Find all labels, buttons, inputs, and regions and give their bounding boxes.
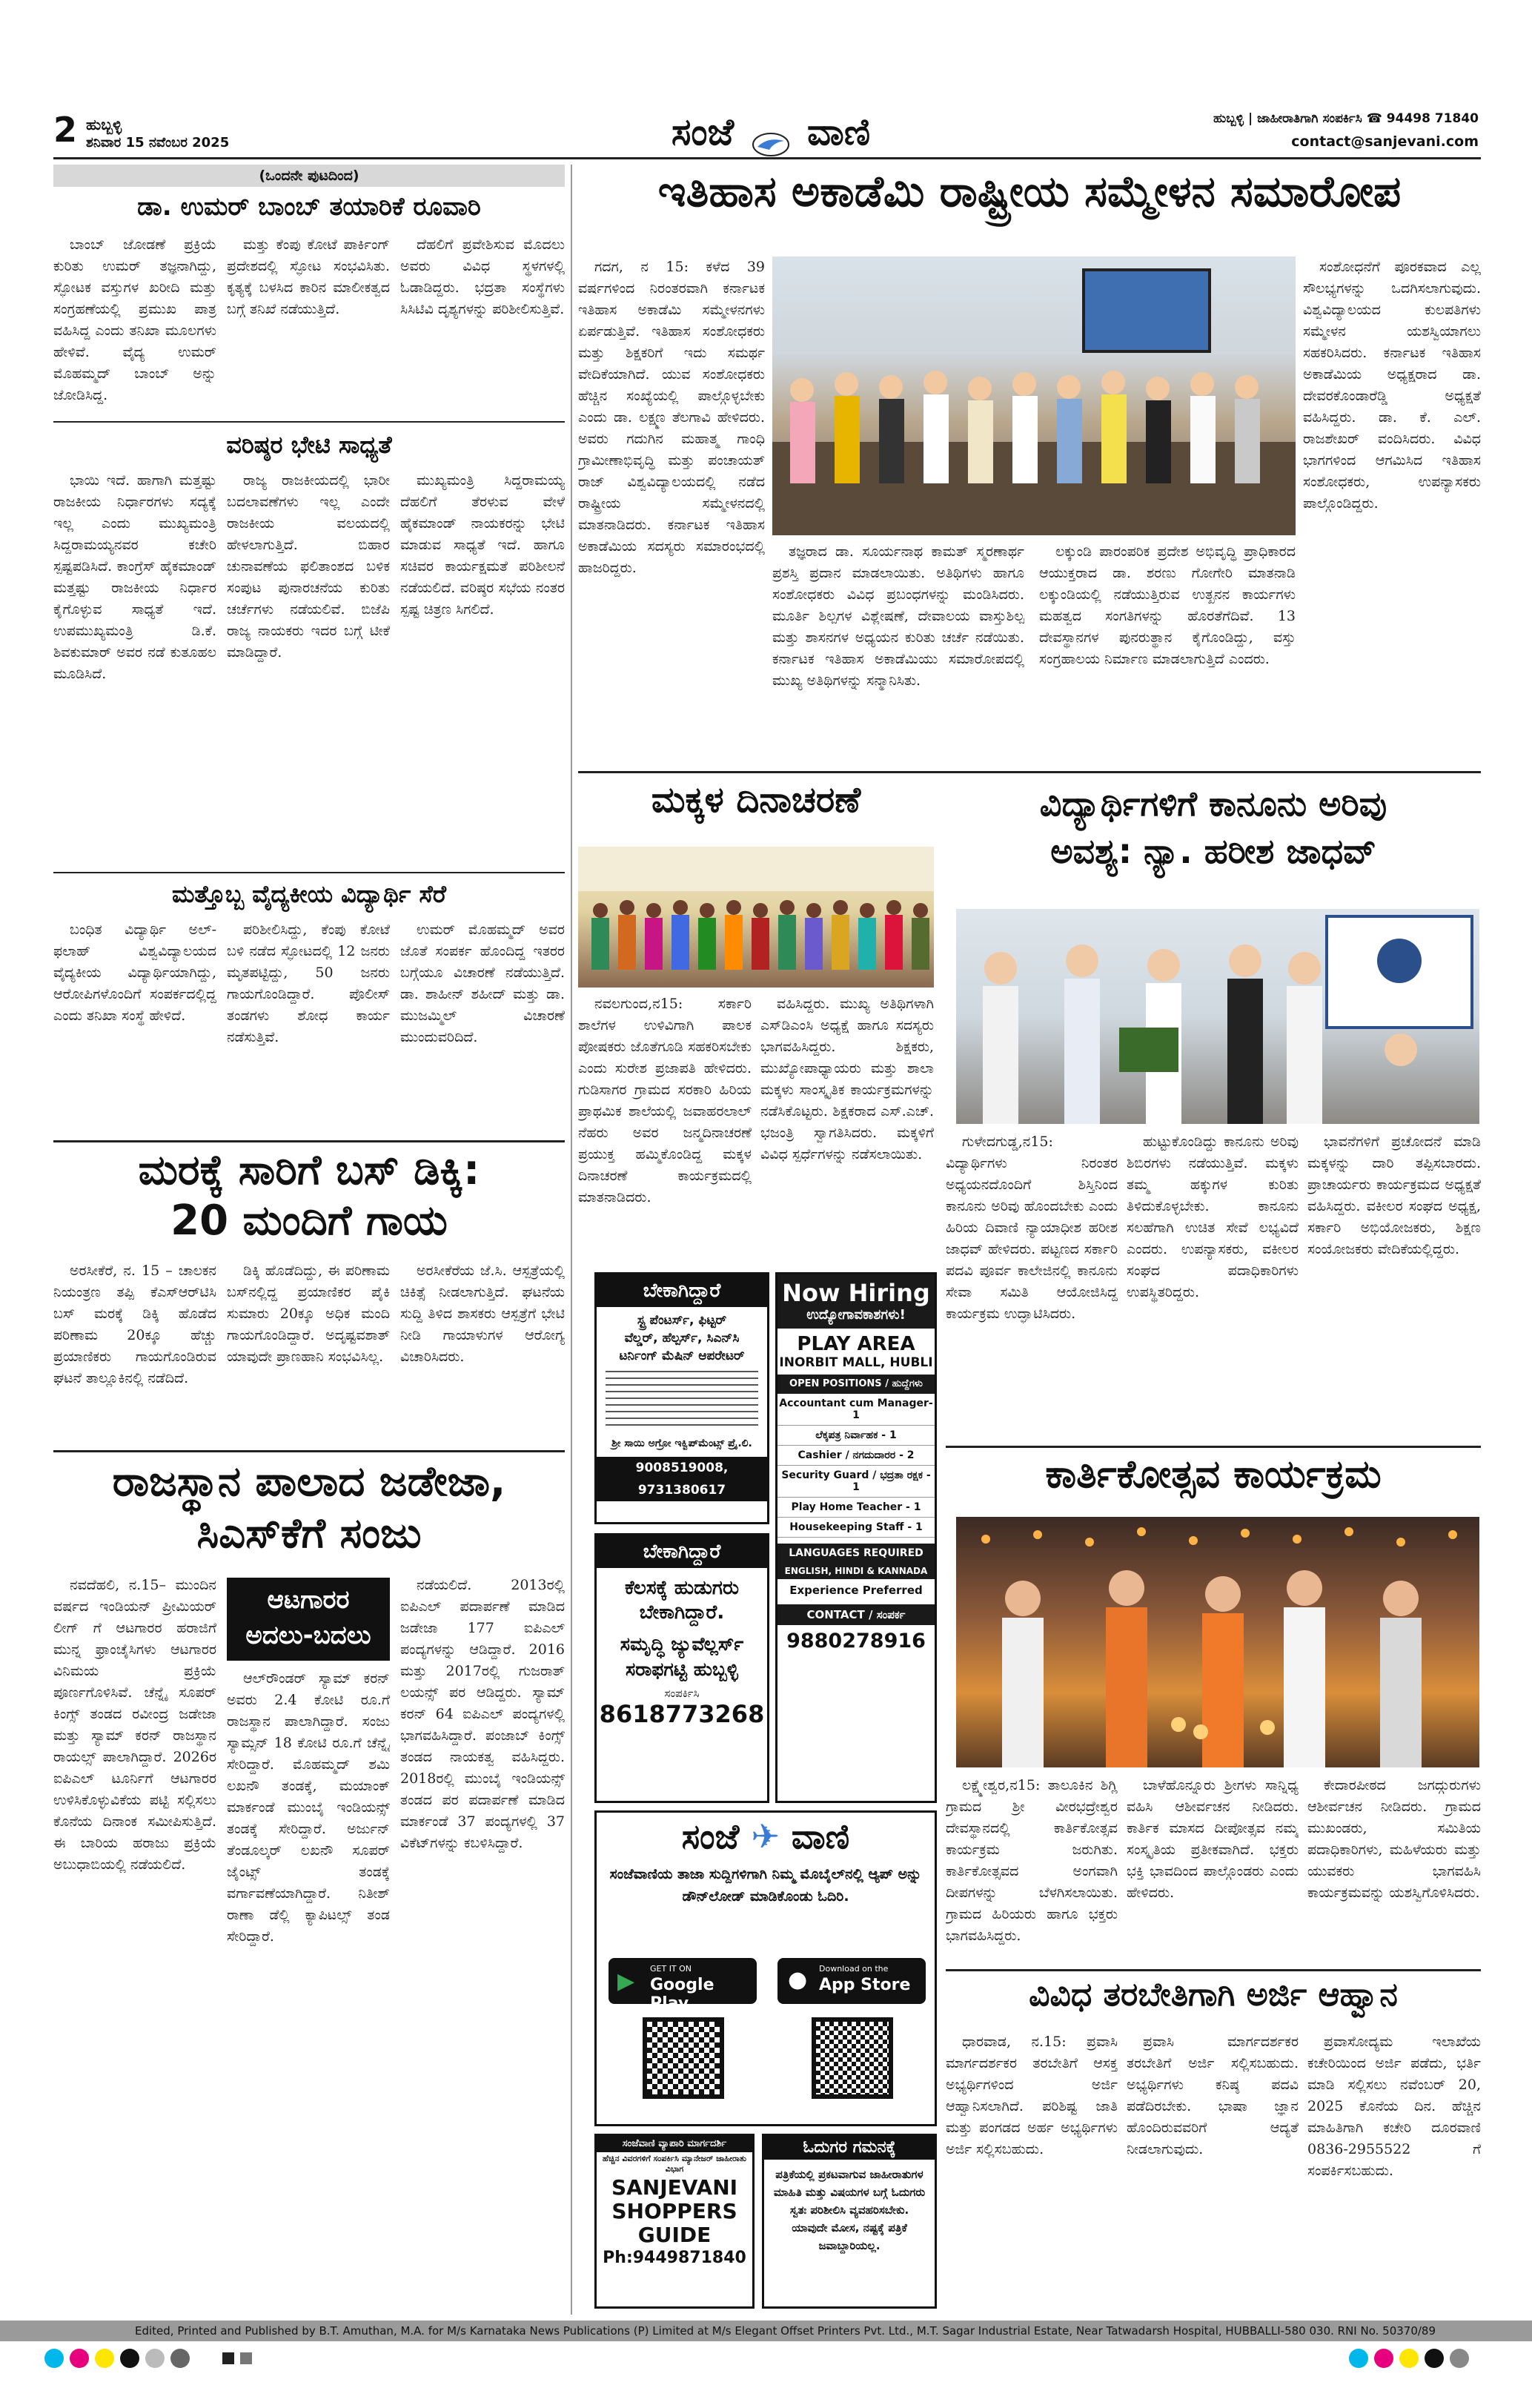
color-swatch <box>1450 2349 1469 2368</box>
wanted-ad-2-company: ಸಮೃದ್ಧಿ ಜ್ಯುವೆಲ್ಲರ್ಸ್ <box>620 1633 744 1655</box>
hiring-position: Accountant cum Manager-1 <box>777 1394 935 1426</box>
masthead-logo <box>615 110 926 154</box>
wanted-ad-1-line: ವೆಲ್ಡರ್, ಹೆಲ್ಪರ್ಸ್, ಸಿಎನ್‌ಸಿ <box>624 1331 740 1346</box>
reg-square <box>222 2352 234 2364</box>
story4-headline-line1: ಮರಕ್ಕೆ ಸಾರಿಗೆ ಬಸ್ ಡಿಕ್ಕಿ: <box>138 1146 480 1194</box>
google-play-badge[interactable] <box>609 1958 757 2013</box>
r-story3-col2-text: ಹುಟ್ಟುಕೊಂಡಿದ್ದು ಕಾನೂನು ಅರಿವು ಶಿಬಿರಗಳು ನಡೆಯುತ್ತಿವೆ. ಮಕ್ಕಳು ತಮ್ಮ ಹಕ್ಕುಗಳ ಕುರಿತು ತಿಳಿದುಕೊಳ್ಳಬೇಕು. ಕಾನೂನು ಸಲಹೆಗಾಗಿ ಉಚಿತ ಸೇವೆ ಲಭ್ಯವಿದೆ ಎಂದರು. ಉಪನ್ಯಾಸಕರು, ವಕೀಲರ ಸಂಘದ ಪದಾಧಿಕಾರಿಗಳು ಉಪಸ್ಥಿತರಿದ್ದರು. <box>1127 1134 1299 1300</box>
r-story4-col3 <box>1307 1775 1481 1990</box>
r-story2-col1 <box>578 993 752 1260</box>
ad-contact-phone: 94498 71840 <box>1386 111 1479 126</box>
story5-headline-line1: ರಾಜಸ್ಥಾನ ಪಾಲಾದ ಜಡೇಜಾ, <box>112 1458 506 1506</box>
hiring-title: Now Hiring <box>777 1274 935 1307</box>
r-story4-col3-text: ಕೇದಾರಪೀಠದ ಜಗದ್ಗುರುಗಳು ಆಶೀರ್ವಚನ ನೀಡಿದರು. ಗ್ರಾಮದ ಮುಖಂಡರು, ಸಮಿತಿಯ ಪದಾಧಿಕಾರಿಗಳು, ಮಹಿಳೆಯರು ಮತ್ತು ಯುವಕರು ಭಾಗವಹಿಸಿ ಕಾರ್ಯಕ್ರಮವನ್ನು ಯಶಸ್ವಿಗೊಳಿಸಿದರು. <box>1307 1777 1481 1901</box>
r-story4-col1 <box>946 1775 1118 1990</box>
r-story4-headline: ಕಾರ್ತಿಕೋತ್ಸವ ಕಾರ್ಯಕ್ರಮ <box>1045 1452 1382 1497</box>
r-story1-headline: ಇತಿಹಾಸ ಅಕಾಡೆಮಿ ರಾಷ್ಟ್ರೀಯ ಸಮ್ಮೇಳನ ಸಮಾರೋಪ <box>657 166 1402 216</box>
hiring-language-list: ENGLISH, HINDI & KANNADA <box>777 1563 935 1579</box>
story4-col1 <box>53 1260 216 1446</box>
r-story5-col1-text: ಧಾರವಾಡ, ನ.15: ಪ್ರವಾಸಿ ಮಾರ್ಗದರ್ಶಕರ ತರಬೇತಿಗೆ ಆಸಕ್ತ ಅಭ್ಯರ್ಥಿಗಳಿಂದ ಅರ್ಜಿ ಆಹ್ವಾನಿಸಲಾಗಿದೆ. ಪರಿಶಿಷ್ಟ ಜಾತಿ ಮತ್ತು ಪಂಗಡದ ಅರ್ಹ ಅಭ್ಯರ್ಥಿಗಳು ಅರ್ಜಿ ಸಲ್ಲಿಸಬಹುದು. <box>946 2034 1118 2157</box>
color-swatch <box>120 2349 139 2368</box>
r-story4-col2-text: ಬಾಳೆಹೊನ್ನೂರು ಶ್ರೀಗಳು ಸಾನ್ನಿಧ್ಯ ವಹಿಸಿ ಆಶೀರ್ವಚನ ನೀಡಿದರು. ಕಾರ್ತಿಕ ಮಾಸದ ದೀಪೋತ್ಸವ ನಮ್ಮ ಸಂಸ್ಕೃತಿಯ ಪ್ರತೀಕವಾಗಿದೆ. ಭಕ್ತರು ಭಕ್ತಿ ಭಾವದಿಂದ ಪಾಲ್ಗೊಂಡರು ಎಂದು ಹೇಳಿದರು. <box>1127 1777 1299 1901</box>
story2-col2-text: ರಾಜ್ಯ ರಾಜಕೀಯದಲ್ಲಿ ಭಾರೀ ಬದಲಾವಣೆಗಳು ಇಲ್ಲ ಎಂದೇ ರಾಜಕೀಯ ವಲಯದಲ್ಲಿ ಹೇಳಲಾಗುತ್ತಿದೆ. ಬಿಹಾರ ಚುನಾವಣೆಯ ಫಲಿತಾಂಶದ ಬಳಿಕ ಸಂಪುಟ ಪುನಾರಚನೆಯ ಕುರಿತು ಚರ್ಚೆಗಳು ನಡೆಯಲಿವೆ. ಬಿಜೆಪಿ ರಾಜ್ಯ ನಾಯಕರು ಇದರ ಬಗ್ಗೆ ಟೀಕೆ ಮಾಡಿದ್ದಾರೆ. <box>227 472 390 661</box>
story2-headline: ವರಿಷ್ಠರ ಭೇಟಿ ಸಾಧ್ಯತೆ <box>226 431 392 459</box>
story5-col2 <box>227 1668 390 2316</box>
divider <box>53 421 565 423</box>
hiring-phone: 9880278916 <box>786 1630 926 1653</box>
qr-code-icon[interactable] <box>643 2017 724 2099</box>
r-story4-col1-text: ಲಕ್ಷ್ಮೇಶ್ವರ,ನ15: ತಾಲೂಕಿನ ಶಿಗ್ಲಿ ಗ್ರಾಮದ ಶ್ರೀ ವೀರಭದ್ರೇಶ್ವರ ದೇವಸ್ಥಾನದಲ್ಲಿ ಕಾರ್ತಿಕೋತ್ಸವ ಕಾರ್ಯಕ್ರಮ ಜರುಗಿತು. ಕಾರ್ತಿಕೋತ್ಸವದ ಅಂಗವಾಗಿ ದೀಪಗಳನ್ನು ಬೆಳಗಿಸಲಾಯಿತು. ಗ್ರಾಮದ ಹಿರಿಯರು ಹಾಗೂ ಭಕ್ತರು ಭಾಗವಹಿಸಿದ್ದರು. <box>946 1777 1118 1944</box>
conference-photo-art <box>772 257 1296 535</box>
story4-headline-line2: 20 ಮಂದಿಗೆ ಗಾಯ <box>170 1197 448 1245</box>
r-story3-col1 <box>946 1131 1118 1443</box>
readers-notice <box>762 2134 937 2309</box>
hiring-position: Security Guard / ಭದ್ರತಾ ರಕ್ಷಕ - 1 <box>777 1466 935 1498</box>
story4-col2 <box>227 1260 390 1446</box>
hiring-experience: Experience Preferred <box>789 1584 923 1597</box>
guide-sub: ಹೆಚ್ಚಿನ ವಿವರಗಳಿಗೆ ಸಂಪರ್ಕಿಸಿ ಮ್ಯಾನೇಜರ್ ಜಾಹೀರಾತು ವಿಭಾಗ <box>602 2154 747 2174</box>
wanted-ad-1-filler <box>606 1371 758 1430</box>
r-story3-col1-text: ಗುಳೇದಗುಡ್ಡ,ನ15: ವಿದ್ಯಾರ್ಥಿಗಳು ನಿರಂತರ ಅಧ್ಯಯನದೊಂದಿಗೆ ಶಿಸ್ತಿನಿಂದ ಕಾನೂನು ಅರಿವು ಹೊಂದಬೇಕು ಎಂದು ಹಿರಿಯ ದಿವಾಣಿ ನ್ಯಾಯಾಧೀಶ ಹರೀಶ ಜಾಧವ್ ಹೇಳಿದರು. ಪಟ್ಟಣದ ಸರ್ಕಾರಿ ಪದವಿ ಪೂರ್ವ ಕಾಲೇಜಿನಲ್ಲಿ ಕಾನೂನು ಸೇವಾ ಸಮಿತಿ ಆಯೋಜಿಸಿದ್ದ ಕಾರ್ಯಕ್ರಮ ಉದ್ಘಾಟಿಸಿದರು. <box>946 1134 1118 1322</box>
r-story1-col4-text: ಸಂಶೋಧನೆಗೆ ಪೂರಕವಾದ ಎಲ್ಲ ಸೌಲಭ್ಯಗಳನ್ನು ಒದಗಿಸಲಾಗುವುದು. ವಿಶ್ವವಿದ್ಯಾಲಯದ ಕುಲಪತಿಗಳು ಸಮ್ಮೇಳನ ಯಶಸ್ವಿಯಾಗಲು ಸಹಕರಿಸಿದರು. ಕರ್ನಾಟಕ ಇತಿಹಾಸ ಅಕಾಡೆಮಿಯ ಅಧ್ಯಕ್ಷರಾದ ಡಾ. ದೇವರಕೊಂಡಾರೆಡ್ಡಿ ಅಧ್ಯಕ್ಷತೆ ವಹಿಸಿದ್ದರು. ಡಾ. ಕೆ. ಎಲ್. ರಾಜಶೇಖರ್ ವಂದಿಸಿದರು. ವಿವಿಧ ಭಾಗಗಳಿಂದ ಆಗಮಿಸಿದ ಇತಿಹಾಸ ಸಂಶೋಧಕರು, ಉಪನ್ಯಾಸಕರು ಪಾಲ್ಗೊಂಡಿದ್ದರು. <box>1303 259 1481 512</box>
divider <box>53 1450 565 1452</box>
wanted-ad-2-contact: ಸಂಪರ್ಕಿಸಿ <box>664 1687 700 1700</box>
story5-col3-text: ನಡೆಯಲಿದೆ. 2013ರಲ್ಲಿ ಐಪಿಎಲ್ ಪದಾರ್ಪಣೆ ಮಾಡಿದ ಜಡೇಜಾ 177 ಐಪಿಎಲ್ ಪಂದ್ಯಗಳನ್ನು ಆಡಿದ್ದಾರೆ. 2016 ಮತ್ತು 2017ರಲ್ಲಿ ಗುಜರಾತ್ ಲಯನ್ಸ್ ಪರ ಆಡಿದ್ದರು. ಸ್ಯಾಮ್ ಕರನ್ 64 ಐಪಿಎಲ್ ಪಂದ್ಯಗಳಲ್ಲಿ ಭಾಗವಹಿಸಿದ್ದಾರೆ. ಪಂಜಾಬ್ ಕಿಂಗ್ಸ್ ತಂಡದ ನಾಯಕತ್ವ ವಹಿಸಿದ್ದರು. 2018ರಲ್ಲಿ ಮುಂಬೈ ಇಂಡಿಯನ್ಸ್ ತಂಡದ ಪರ ಪದಾರ್ಪಣೆ ಮಾಡಿದ ಮಾರ್ಕಂಡೆ 37 ಪಂದ್ಯಗಳಲ್ಲಿ 37 ವಿಕೆಟ್‌ಗಳನ್ನು ಕಬಳಿಸಿದ್ದಾರೆ. <box>400 1577 565 1851</box>
qr-code-icon[interactable] <box>812 2017 893 2099</box>
story5-col2-text: ಆಲ್‌ರೌಂಡರ್ ಸ್ಯಾಮ್ ಕರನ್ ಅವರು 2.4 ಕೋಟಿ ರೂ.ಗೆ ರಾಜಸ್ಥಾನ ಪಾಲಾಗಿದ್ದಾರೆ. ಸಂಜು ಸ್ಯಾಮ್ಸನ್ 18 ಕೋಟಿ ರೂ.ಗೆ ಚೆನ್ನೈ ಸೇರಿದ್ದಾರೆ. ಮೊಹಮ್ಮದ್ ಶಮಿ ಲಖನೌ ತಂಡಕ್ಕೆ, ಮಯಾಂಕ್ ಮಾರ್ಕಂಡೆ ಮುಂಬೈ ಇಂಡಿಯನ್ಸ್ ತಂಡಕ್ಕೆ ಸೇರಿದ್ದಾರೆ. ಅರ್ಜುನ್ ತೆಂಡೂಲ್ಕರ್ ಲಖನೌ ಸೂಪರ್ ಜೈಂಟ್ಸ್ ತಂಡಕ್ಕೆ ವರ್ಗಾವಣೆಯಾಗಿದ್ದಾರೆ. ನಿತೀಶ್ ರಾಣಾ ಡೆಲ್ಲಿ ಕ್ಯಾಪಿಟಲ್ಸ್ ತಂಡ ಸೇರಿದ್ದಾರೆ. <box>227 1670 390 1945</box>
color-swatch <box>145 2349 165 2368</box>
childrens-day-photo <box>578 847 934 988</box>
continued-label: (ಒಂದನೇ ಪುಟದಿಂದ) <box>53 165 565 187</box>
contact-email[interactable]: contact@sanjevani.com <box>1291 133 1479 150</box>
story2-col3-text: ಮುಖ್ಯಮಂತ್ರಿ ಸಿದ್ದರಾಮಯ್ಯ ದೆಹಲಿಗೆ ತೆರಳುವ ವೇಳೆ ಹೈಕಮಾಂಡ್ ನಾಯಕರನ್ನು ಭೇಟಿ ಮಾಡುವ ಸಾಧ್ಯತೆ ಇದೆ. ಹಾಗೂ ಸಚಿವರ ಕಾರ್ಯಕ್ಷಮತೆ ಪರಿಶೀಲನೆ ನಡೆಯಲಿದೆ. ವರಿಷ್ಠರ ಸಭೆಯ ನಂತರ ಸ್ಪಷ್ಟ ಚಿತ್ರಣ ಸಿಗಲಿದೆ. <box>400 472 565 618</box>
r-story3-col3-text: ಭಾವನೆಗಳಿಗೆ ಪ್ರಚೋದನೆ ಮಾಡಿ ಮಕ್ಕಳನ್ನು ದಾರಿ ತಪ್ಪಿಸಬಾರದು. ಪ್ರಾಚಾರ್ಯರು ಕಾರ್ಯಕ್ರಮದ ಅಧ್ಯಕ್ಷತೆ ವಹಿಸಿದ್ದರು. ವಕೀಲರ ಸಂಘದ ಅಧ್ಯಕ್ಷ, ಸರ್ಕಾರಿ ಅಭಿಯೋಜಕರು, ಶಿಕ್ಷಣ ಸಂಯೋಜಕರು ವೇದಿಕೆಯಲ್ಲಿದ್ದರು. <box>1307 1134 1481 1257</box>
app-store-label: App Store <box>819 1976 911 1994</box>
wanted-ad-2-line: ಕೆಲಸಕ್ಕೆ ಹುಡುಗರು <box>624 1577 740 1599</box>
reg-square <box>240 2352 252 2364</box>
r-story3-col2 <box>1127 1131 1299 1443</box>
r-story2-col1-text: ನವಲಗುಂದ,ನ15: ಸರ್ಕಾರಿ ಶಾಲೆಗಳ ಉಳಿವಿಗಾಗಿ ಪಾಲಕ ಪೋಷಕರು ಜೊತೆಗೂಡಿ ಸಹಕರಿಸಬೇಕು ಎಂದು ಸುರೇಶ ಪ್ರಜಾಪತಿ ಹೇಳಿದರು. ಗುಡಿಸಾಗರ ಗ್ರಾಮದ ಸರಕಾರಿ ಹಿರಿಯ ಪ್ರಾಥಮಿಕ ಶಾಲೆಯಲ್ಲಿ ಜವಾಹರಲಾಲ್ ನೆಹರು ಅವರ ಜನ್ಮದಿನಾಚರಣೆ ಪ್ರಯುಕ್ತ ಹಮ್ಮಿಕೊಂಡಿದ್ದ ಮಕ್ಕಳ ದಿನಾಚರಣೆ ಕಾರ್ಯಕ್ರಮದಲ್ಲಿ ಮಾತನಾಡಿದರು. <box>578 996 752 1205</box>
hiring-contact-label: CONTACT / ಸಂಪರ್ಕ <box>777 1604 935 1625</box>
r-story2-headline: ಮಕ್ಕಳ ದಿನಾಚರಣೆ <box>651 779 861 821</box>
story5-col3 <box>400 1575 565 2316</box>
r-story5-headline: ವಿವಿಧ ತರಬೇತಿಗಾಗಿ ಅರ್ಜಿ ಆಹ್ವಾನ <box>1029 1976 1398 2014</box>
google-play-small: GET IT ON <box>650 1964 692 1974</box>
ad-contact-label: ಜಾಹೀರಾತಿಗಾಗಿ ಸಂಪರ್ಕಿಸಿ <box>1257 111 1362 126</box>
google-play-icon: ▶ <box>617 1968 635 1994</box>
notice-title: ಓದುಗರ ಗಮನಕ್ಕೆ <box>764 2136 935 2160</box>
app-download-ad[interactable] <box>594 1810 937 2126</box>
guide-phone: Ph:9449871840 <box>603 2249 746 2267</box>
phone-icon: ☎ <box>1366 111 1387 126</box>
r-story1-col1-text: ಗದಗ, ನ 15: ಕಳೆದ 39 ವರ್ಷಗಳಿಂದ ನಿರಂತರವಾಗಿ ಕರ್ನಾಟಕ ಇತಿಹಾಸ ಅಕಾಡೆಮಿ ಸಮ್ಮೇಳನಗಳು ಏರ್ಪಡುತ್ತಿವೆ. ಇತಿಹಾಸ ಸಂಶೋಧಕರು ಮತ್ತು ಶಿಕ್ಷಕರಿಗೆ ಇದು ಸಮರ್ಥ ವೇದಿಕೆಯಾಗಿದೆ. ಯುವ ಸಂಶೋಧಕರು ಹೆಚ್ಚಿನ ಸಂಖ್ಯೆಯಲ್ಲಿ ಪಾಲ್ಗೊಳ್ಳಬೇಕು ಎಂದು ಡಾ. ಲಕ್ಷ್ಮಣ ತೆಲಗಾವಿ ಹೇಳಿದರು. ಅವರು ಗದುಗಿನ ಮಹಾತ್ಮ ಗಾಂಧಿ ಗ್ರಾಮೀಣಾಭಿವೃದ್ಧಿ ಮತ್ತು ಪಂಚಾಯತ್ ರಾಜ್ ವಿಶ್ವವಿದ್ಯಾಲಯದಲ್ಲಿ ನಡೆದ ರಾಷ್ಟ್ರೀಯ ಸಮ್ಮೇಳನದಲ್ಲಿ ಮಾತನಾಡಿದರು. ಕರ್ನಾಟಕ ಇತಿಹಾಸ ಅಕಾಡೆಮಿಯ ಸದಸ್ಯರು ಸಮಾರಂಭದಲ್ಲಿ ಹಾಜರಿದ್ದರು. <box>578 259 765 576</box>
story3-col2-text: ಪರಿಶೀಲಿಸಿದ್ದು, ಕೆಂಪು ಕೋಟೆ ಬಳಿ ನಡೆದ ಸ್ಫೋಟದಲ್ಲಿ 12 ಜನರು ಮೃತಪಟ್ಟಿದ್ದು, 50 ಜನರು ಗಾಯಗೊಂಡಿದ್ದಾರೆ. ಪೊಲೀಸ್ ತಂಡಗಳು ಶೋಧ ಕಾರ್ಯ ನಡೆಸುತ್ತಿವೆ. <box>227 922 390 1045</box>
wanted-ad-1[interactable] <box>594 1272 769 1524</box>
masthead-rule <box>53 157 1481 159</box>
divider <box>53 1140 565 1142</box>
wanted-ad-2-address: ಸರಾಫಗಟ್ಟಿ ಹುಬ್ಬಳ್ಳಿ <box>626 1658 738 1680</box>
story2-col1 <box>53 470 216 863</box>
story1-col2-text: ಮತ್ತು ಕೆಂಪು ಕೋಟೆ ಪಾರ್ಕಿಂಗ್ ಪ್ರದೇಶದಲ್ಲಿ ಸ್ಫೋಟ ಸಂಭವಿಸಿತು. ಕೃತ್ಯಕ್ಕೆ ಬಳಸಿದ ಕಾರಿನ ಮಾಲೀಕತ್ವದ ಬಗ್ಗೆ ತನಿಖೆ ನಡೆಯುತ್ತಿದೆ. <box>227 236 390 317</box>
story1-col1-text: ಬಾಂಬ್ ಜೋಡಣೆ ಪ್ರಕ್ರಿಯೆ ಕುರಿತು ಉಮರ್ ತಜ್ಞನಾಗಿದ್ದು, ಸ್ಫೋಟಕ ವಸ್ತುಗಳ ಖರೀದಿ ಮತ್ತು ಸಂಗ್ರಹಣೆಯಲ್ಲಿ ಪ್ರಮುಖ ಪಾತ್ರ ವಹಿಸಿದ್ದ ಎಂದು ತನಿಖಾ ಮೂಲಗಳು ಹೇಳಿವೆ. ವೈದ್ಯ ಉಮರ್ ಮೊಹಮ್ಮದ್ ಬಾಂಬ್ ಅನ್ನು ಜೋಡಿಸಿದ್ದ. <box>53 236 216 403</box>
hiring-position: ಲೆಕ್ಕಪತ್ರ ನಿರ್ವಾಹಕ - 1 <box>777 1426 935 1446</box>
hiring-position: Housekeeping Staff - 1 <box>777 1518 935 1538</box>
r-story1-col3-text: ಲಕ್ಕುಂಡಿ ಪಾರಂಪರಿಕ ಪ್ರದೇಶ ಅಭಿವೃದ್ಧಿ ಪ್ರಾಧಿಕಾರದ ಆಯುಕ್ತರಾದ ಡಾ. ಶರಣು ಗೋಗೇರಿ ಮಾತನಾಡಿ ಲಕ್ಕುಂಡಿಯಲ್ಲಿ ನಡೆಯುತ್ತಿರುವ ಉತ್ಖನನ ಕಾರ್ಯಗಳು ಮಹತ್ವದ ಸಂಗತಿಗಳನ್ನು ಹೊರತೆಗೆದಿವೆ. 13 ದೇವಸ್ಥಾನಗಳ ಪುನರುತ್ಥಾನ ಕೈಗೊಂಡಿದ್ದು, ವಸ್ತು ಸಂಗ್ರಹಾಲಯ ನಿರ್ಮಾಣ ಮಾಡಲಾಗುತ್ತಿದೆ ಎಂದರು. <box>1039 543 1296 667</box>
app-ad-text: ಸಂಜೆವಾಣಿಯ ತಾಜಾ ಸುದ್ದಿಗಳಿಗಾಗಿ ನಿಮ್ಮ ಮೊಬೈಲ್‌ನಲ್ಲಿ ಆ್ಯಪ್ ಅನ್ನು ಡೌನ್‌ಲೋಡ್ ಮಾಡಿಕೊಂಡು ಓದಿರಿ. <box>609 1866 922 1905</box>
wanted-ad-2-title: ಬೇಕಾಗಿದ್ದಾರೆ <box>597 1535 767 1568</box>
wanted-ad-2-line: ಬೇಕಾಗಿದ್ದಾರೆ. <box>639 1601 725 1624</box>
column-divider <box>571 165 572 2315</box>
color-swatch <box>95 2349 114 2368</box>
story1-headline: ಡಾ. ಉಮರ್ ಬಾಂಬ್ ತಯಾರಿಕೆ ರೂವಾರಿ <box>137 192 481 222</box>
r-story4-col2 <box>1127 1775 1299 1990</box>
wanted-ad-1-phone: 9008519008, 9731380617 <box>597 1457 767 1501</box>
wanted-ad-1-company: ಶ್ರೀ ಸಾಯಿ ಅಗ್ರೋ ಇಕ್ವಿಪ್‌ಮೆಂಟ್ಸ್ ಪ್ರೈ.ಲಿ. <box>611 1438 752 1449</box>
story1-col1 <box>53 234 216 464</box>
story3-col3 <box>400 919 565 1134</box>
color-swatch <box>170 2349 190 2368</box>
r-story5-col3-text: ಪ್ರವಾಸೋದ್ಯಮ ಇಲಾಖೆಯ ಕಚೇರಿಯಿಂದ ಅರ್ಜಿ ಪಡೆದು, ಭರ್ತಿ ಮಾಡಿ ಸಲ್ಲಿಸಲು ನವೆಂಬರ್ 20, 2025 ಕೊನೆಯ ದಿನ. ಹೆಚ್ಚಿನ ಮಾಹಿತಿಗಾಗಿ ಕಚೇರಿ ದೂರವಾಣಿ 0836-2955522 ಗೆ ಸಂಪರ್ಕಿಸಬಹುದು. <box>1307 2034 1481 2179</box>
r-story3-col3 <box>1307 1131 1481 1443</box>
masthead-right <box>1213 111 1479 126</box>
app-logo-left: ಸಂಜೆ <box>681 1816 740 1856</box>
color-swatch <box>1425 2349 1444 2368</box>
divider <box>578 771 1481 773</box>
guide-line1: SANJEVANI <box>611 2175 738 2200</box>
story1-col3 <box>400 234 565 464</box>
wanted-ad-2-phone: 8618773268 <box>599 1700 765 1728</box>
masthead-city: ಹುಬ್ಬಳ್ಳಿ <box>86 116 122 133</box>
karthikotsava-photo-art <box>956 1517 1479 1767</box>
apple-icon: ● <box>788 1967 808 1993</box>
hiring-position: Play Home Teacher - 1 <box>777 1498 935 1518</box>
footer-imprint: Edited, Printed and Published by B.T. Amuthan, M.A. for M/s Karnataka News Publications (P) Limited at M/s Elegant Offset Printers Pvt. Ltd., M.T. Sagar Industrial Estate, Near Tatwadarsh Hospital, HUBBALLI-580 030. RNI No. 50370/89 <box>135 2324 1436 2338</box>
r-story5-col2 <box>1127 2031 1299 2313</box>
app-ad-logo <box>597 1813 935 1860</box>
hiring-position: Cashier / ನಗದುದಾರರ - 2 <box>777 1446 935 1466</box>
divider <box>946 1969 1481 1971</box>
masthead-date: ಶನಿವಾರ 15 ನವೆಂಬರ 2025 <box>86 135 230 150</box>
color-swatch <box>70 2349 89 2368</box>
story3-col2 <box>227 919 390 1134</box>
guide-top: ಸಂಜೆವಾಣಿ ವ್ಯಾಪಾರಿ ಮಾರ್ಗದರ್ಶಿ <box>597 2136 752 2152</box>
story2-col2 <box>227 470 390 863</box>
karthikotsava-photo <box>956 1517 1479 1767</box>
story5-box-line2: ಅದಲು-ಬದಲು <box>245 1621 371 1650</box>
color-swatch <box>44 2349 64 2368</box>
guide-line2: SHOPPERS <box>611 2199 737 2223</box>
notice-text: ಪತ್ರಿಕೆಯಲ್ಲಿ ಪ್ರಕಟವಾಗುವ ಜಾಹೀರಾತುಗಳ ಮಾಹಿತಿ ಮತ್ತು ವಿಷಯಗಳ ಬಗ್ಗೆ ಓದುಗರು ಸ್ವತಃ ಪರಿಶೀಲಿಸಿ ವ್ಯವಹರಿಸಬೇಕು. ಯಾವುದೇ ಮೋಸ, ನಷ್ಟಕ್ಕೆ ಪತ್ರಿಕೆ ಜವಾಬ್ದಾರಿಯಲ್ಲ. <box>773 2168 926 2252</box>
bird-icon <box>752 122 790 148</box>
story3-col1 <box>53 919 216 1134</box>
app-store-badge[interactable] <box>777 1958 926 2004</box>
law-awareness-photo-art <box>956 909 1479 1124</box>
story5-box-line1: ಆಟಗಾರರ <box>267 1585 350 1615</box>
story3-headline: ಮತ್ತೊಬ್ಬ ವೈದ್ಯಕೀಯ ವಿದ್ಯಾರ್ಥಿ ಸೆರೆ <box>172 880 446 908</box>
separator: | <box>1247 111 1258 126</box>
r-story2-col2 <box>760 993 934 1260</box>
hiring-languages: LANGUAGES REQUIRED <box>777 1544 935 1563</box>
r-story3-headline-line1: ವಿದ್ಯಾರ್ಥಿಗಳಿಗೆ ಕಾನೂನು ಅರಿವು <box>1039 784 1387 824</box>
law-awareness-photo <box>956 909 1479 1124</box>
masthead-right-city: ಹುಬ್ಬಳ್ಳಿ <box>1213 111 1244 126</box>
r-story5-col3 <box>1307 2031 1481 2313</box>
divider <box>53 872 565 873</box>
bird-icon: ✈ <box>751 1816 780 1856</box>
story4-col2-text: ಡಿಕ್ಕಿ ಹೊಡೆದಿದ್ದು, ಈ ಪರಿಣಾಮ ಬಸ್‌ನಲ್ಲಿದ್ದ ಪ್ರಯಾಣಿಕರ ಪೈಕಿ ಸುಮಾರು 20ಕ್ಕೂ ಅಧಿಕ ಮಂದಿ ಗಾಯಗೊಂಡಿದ್ದಾರೆ. ಅದೃಷ್ಟವಶಾತ್ ಯಾವುದೇ ಪ್ರಾಣಹಾನಿ ಸಂಭವಿಸಿಲ್ಲ. <box>227 1263 390 1365</box>
color-swatch <box>1349 2349 1368 2368</box>
r-story5-col2-text: ಪ್ರವಾಸಿ ಮಾರ್ಗದರ್ಶಕರ ತರಬೇತಿಗೆ ಅರ್ಜಿ ಸಲ್ಲಿಸಬಹುದು. ಅಭ್ಯರ್ಥಿಗಳು ಕನಿಷ್ಠ ಪದವಿ ಪಡೆದಿರಬೇಕು. ಭಾಷಾ ಜ್ಞಾನ ಹೊಂದಿರುವವರಿಗೆ ಆದ್ಯತೆ ನೀಡಲಾಗುವುದು. <box>1127 2034 1299 2157</box>
story3-col1-text: ಬಂಧಿತ ವಿದ್ಯಾರ್ಥಿ ಅಲ್-ಫಲಾಹ್ ವಿಶ್ವವಿದ್ಯಾಲಯದ ವೈದ್ಯಕೀಯ ವಿದ್ಯಾರ್ಥಿಯಾಗಿದ್ದು, ಆರೋಪಿಗಳೊಂದಿಗೆ ಸಂಪರ್ಕದಲ್ಲಿದ್ದ ಎಂದು ತನಿಖಾ ಸಂಸ್ಥೆ ಹೇಳಿದೆ. <box>53 922 216 1024</box>
story4-col3 <box>400 1260 565 1446</box>
hiring-location: INORBIT MALL, HUBLI <box>779 1355 933 1370</box>
color-swatch <box>1399 2349 1419 2368</box>
story5-box <box>227 1578 390 1661</box>
r-story1-col2 <box>772 541 1024 764</box>
r-story3-headline-line2: ಅವಶ್ಯ: ನ್ಯಾ. ಹರೀಶ ಜಾಧವ್ <box>1050 831 1376 871</box>
wanted-ad-1-line: ಟರ್ನಿಂಗ್ ಮೆಷಿನ್ ಆಪರೇಟರ್ <box>619 1349 745 1363</box>
story4-col1-text: ಅರಸೀಕೆರೆ, ನ. 15 – ಚಾಲಕನ ನಿಯಂತ್ರಣ ತಪ್ಪಿ ಕೆಎಸ್‌ಆರ್‌ಟಿಸಿ ಬಸ್ ಮರಕ್ಕೆ ಡಿಕ್ಕಿ ಹೊಡೆದ ಪರಿಣಾಮ 20ಕ್ಕೂ ಹೆಚ್ಚು ಪ್ರಯಾಣಿಕರು ಗಾಯಗೊಂಡಿರುವ ಘಟನೆ ತಾಲ್ಲೂಕಿನಲ್ಲಿ ನಡೆದಿದೆ. <box>53 1263 216 1386</box>
story2-col1-text: ಭಾಯಿ ಇದೆ. ಹಾಗಾಗಿ ಮತ್ತಷ್ಟು ರಾಜಕೀಯ ನಿರ್ಧಾರಗಳು ಸದ್ಯಕ್ಕೆ ಇಲ್ಲ ಎಂದು ಮುಖ್ಯಮಂತ್ರಿ ಸಿದ್ದರಾಮಯ್ಯನವರ ಕಚೇರಿ ಸ್ಪಷ್ಟಪಡಿಸಿದೆ. ಕಾಂಗ್ರೆಸ್ ಹೈಕಮಾಂಡ್ ಮತ್ತಷ್ಟು ರಾಜಕೀಯ ನಿರ್ಧಾರ ಕೈಗೊಳ್ಳುವ ಸಾಧ್ಯತೆ ಇದೆ. ಉಪಮುಖ್ಯಮಂತ್ರಿ ಡಿ.ಕೆ. ಶಿವಕುಮಾರ್ ಅವರ ನಡೆ ಕುತೂಹಲ ಮೂಡಿಸಿದೆ. <box>53 472 216 682</box>
r-story1-col3 <box>1039 541 1296 764</box>
story5-headline-line2: ಸಿಎಸ್‌ಕೆಗೆ ಸಂಜು <box>196 1509 422 1558</box>
story5-col1-text: ನವದೆಹಲಿ, ನ.15– ಮುಂದಿನ ವರ್ಷದ ಇಂಡಿಯನ್ ಪ್ರೀಮಿಯರ್ ಲೀಗ್ ಗೆ ಆಟಗಾರರ ಹರಾಜಿಗೆ ಮುನ್ನ ಫ್ರಾಂಚೈಸಿಗಳು ಆಟಗಾರರ ವಿನಿಮಯ ಪ್ರಕ್ರಿಯೆ ಪೂರ್ಣಗೊಳಿಸಿವೆ. ಚೆನ್ನೈ ಸೂಪರ್ ಕಿಂಗ್ಸ್ ತಂಡದ ರವೀಂದ್ರ ಜಡೇಜಾ ಮತ್ತು ಸ್ಯಾಮ್ ಕರನ್ ರಾಜಸ್ಥಾನ ರಾಯಲ್ಸ್ ಪಾಲಾಗಿದ್ದಾರೆ. 2026ರ ಐಪಿಎಲ್ ಟೂರ್ನಿಗೆ ಆಟಗಾರರ ಉಳಿಸಿಕೊಳ್ಳುವಿಕೆಯ ಪಟ್ಟಿ ಸಲ್ಲಿಸಲು ಕೊನೆಯ ದಿನಾಂಕ ಸಮೀಪಿಸುತ್ತಿದೆ. ಈ ಬಾರಿಯ ಹರಾಜು ಪ್ರಕ್ರಿಯೆ ಅಬುಧಾಬಿಯಲ್ಲಿ ನಡೆಯಲಿದೆ. <box>53 1577 216 1873</box>
r-story1-col1 <box>578 257 765 761</box>
r-story1-col2-text: ತಜ್ಞರಾದ ಡಾ. ಸೂರ್ಯನಾಥ ಕಾಮತ್ ಸ್ಮರಣಾರ್ಥ ಪ್ರಶಸ್ತಿ ಪ್ರದಾನ ಮಾಡಲಾಯಿತು. ಅತಿಥಿಗಳು ಹಾಗೂ ಸಂಶೋಧಕರು ವಿವಿಧ ಪ್ರಬಂಧಗಳನ್ನು ಮಂಡಿಸಿದರು. ಮೂರ್ತಿ ಶಿಲ್ಪಗಳ ವಿಶ್ಲೇಷಣೆ, ದೇವಾಲಯ ವಾಸ್ತುಶಿಲ್ಪ ಮತ್ತು ಶಾಸನಗಳ ಅಧ್ಯಯನ ಕುರಿತು ಚರ್ಚೆ ನಡೆಯಿತು. ಕರ್ನಾಟಕ ಇತಿಹಾಸ ಅಕಾಡೆಮಿಯು ಸಮಾರೋಪದಲ್ಲಿ ಮುಖ್ಯ ಅತಿಥಿಗಳನ್ನು ಸನ್ಮಾನಿಸಿತು. <box>772 543 1024 689</box>
app-store-small: Download on the <box>819 1964 889 1974</box>
story1-col2 <box>227 234 390 464</box>
r-story5-col1 <box>946 2031 1118 2313</box>
story4-col3-text: ಅರಸೀಕೆರೆಯ ಜೆ.ಸಿ. ಆಸ್ಪತ್ರೆಯಲ್ಲಿ ಚಿಕಿತ್ಸೆ ನೀಡಲಾಗುತ್ತಿದೆ. ಘಟನೆಯ ಸುದ್ದಿ ತಿಳಿದ ಶಾಸಕರು ಆಸ್ಪತ್ರೆಗೆ ಭೇಟಿ ನೀಡಿ ಗಾಯಾಳುಗಳ ಆರೋಗ್ಯ ವಿಚಾರಿಸಿದರು. <box>400 1263 565 1365</box>
r-story2-col2-text: ವಹಿಸಿದ್ದರು. ಮುಖ್ಯ ಅತಿಥಿಗಳಾಗಿ ಎಸ್‌ಡಿಎಂಸಿ ಅಧ್ಯಕ್ಷೆ ಹಾಗೂ ಸದಸ್ಯರು ಭಾಗವಹಿಸಿದ್ದರು. ಶಿಕ್ಷಕರು, ಮುಖ್ಯೋಪಾಧ್ಯಾಯರು ಮತ್ತು ಶಾಲಾ ಮಕ್ಕಳು ಸಾಂಸ್ಕೃತಿಕ ಕಾರ್ಯಕ್ರಮಗಳನ್ನು ನಡೆಸಿಕೊಟ್ಟರು. ಶಿಕ್ಷಕರಾದ ಎಸ್.ಎಚ್. ಭಜಂತ್ರಿ ಸ್ವಾಗತಿಸಿದರು. ಮಕ್ಕಳಿಗೆ ವಿವಿಧ ಸ್ಪರ್ಧೆಗಳನ್ನು ನಡೆಸಲಾಯಿತು. <box>760 996 934 1162</box>
google-play-label: Google Play <box>650 1976 714 2013</box>
color-swatch <box>1374 2349 1393 2368</box>
hiring-positions-label: OPEN POSITIONS / ಹುದ್ದೆಗಳು <box>777 1375 935 1394</box>
conference-photo <box>772 257 1296 535</box>
page-number: 2 <box>53 110 78 150</box>
shoppers-guide-ad[interactable] <box>594 2134 755 2309</box>
logo-right: ವಾಣಿ <box>807 110 871 153</box>
guide-line3: GUIDE <box>637 2223 712 2247</box>
app-logo-right: ವಾಣಿ <box>791 1816 850 1856</box>
story2-col3 <box>400 470 565 863</box>
story1-col3-text: ದೆಹಲಿಗೆ ಪ್ರವೇಶಿಸುವ ಮೊದಲು ಅವರು ವಿವಿಧ ಸ್ಥಳಗಳಲ್ಲಿ ಓಡಾಡಿದ್ದರು. ಭದ್ರತಾ ಸಂಸ್ಥೆಗಳು ಸಿಸಿಟಿವಿ ದೃಶ್ಯಗಳನ್ನು ಪರಿಶೀಲಿಸುತ್ತಿವೆ. <box>400 236 565 317</box>
story3-col3-text: ಉಮರ್ ಮೊಹಮ್ಮದ್ ಅವರ ಜೊತೆ ಸಂಪರ್ಕ ಹೊಂದಿದ್ದ ಇತರರ ಬಗ್ಗೆಯೂ ವಿಚಾರಣೆ ನಡೆಯುತ್ತಿದೆ. ಡಾ. ಶಾಹೀನ್ ಶಹೀದ್ ಮತ್ತು ಡಾ. ಮುಜಮ್ಮಿಲ್ ವಿಚಾರಣೆ ಮುಂದುವರಿದಿದೆ. <box>400 922 565 1045</box>
hiring-subtitle: ಉದ್ಯೋಗಾವಕಾಶಗಳು! <box>777 1307 935 1329</box>
divider <box>946 1446 1481 1448</box>
logo-left: ಸಂಜೆ <box>671 110 735 153</box>
childrens-day-photo-art <box>578 847 934 988</box>
story5-col1 <box>53 1575 216 2316</box>
wanted-ad-1-title: ಬೇಕಾಗಿದ್ದಾರೆ <box>597 1274 767 1307</box>
r-story1-col4 <box>1303 257 1481 764</box>
wanted-ad-2[interactable] <box>594 1533 769 1803</box>
hiring-company: PLAY AREA <box>797 1333 915 1355</box>
hiring-ad[interactable] <box>775 1272 937 1803</box>
wanted-ad-1-line: ಸ್ಟ್ರ ಪೆಂಟರ್ಸ್, ಫಿಟ್ಟರ್ <box>637 1313 727 1328</box>
